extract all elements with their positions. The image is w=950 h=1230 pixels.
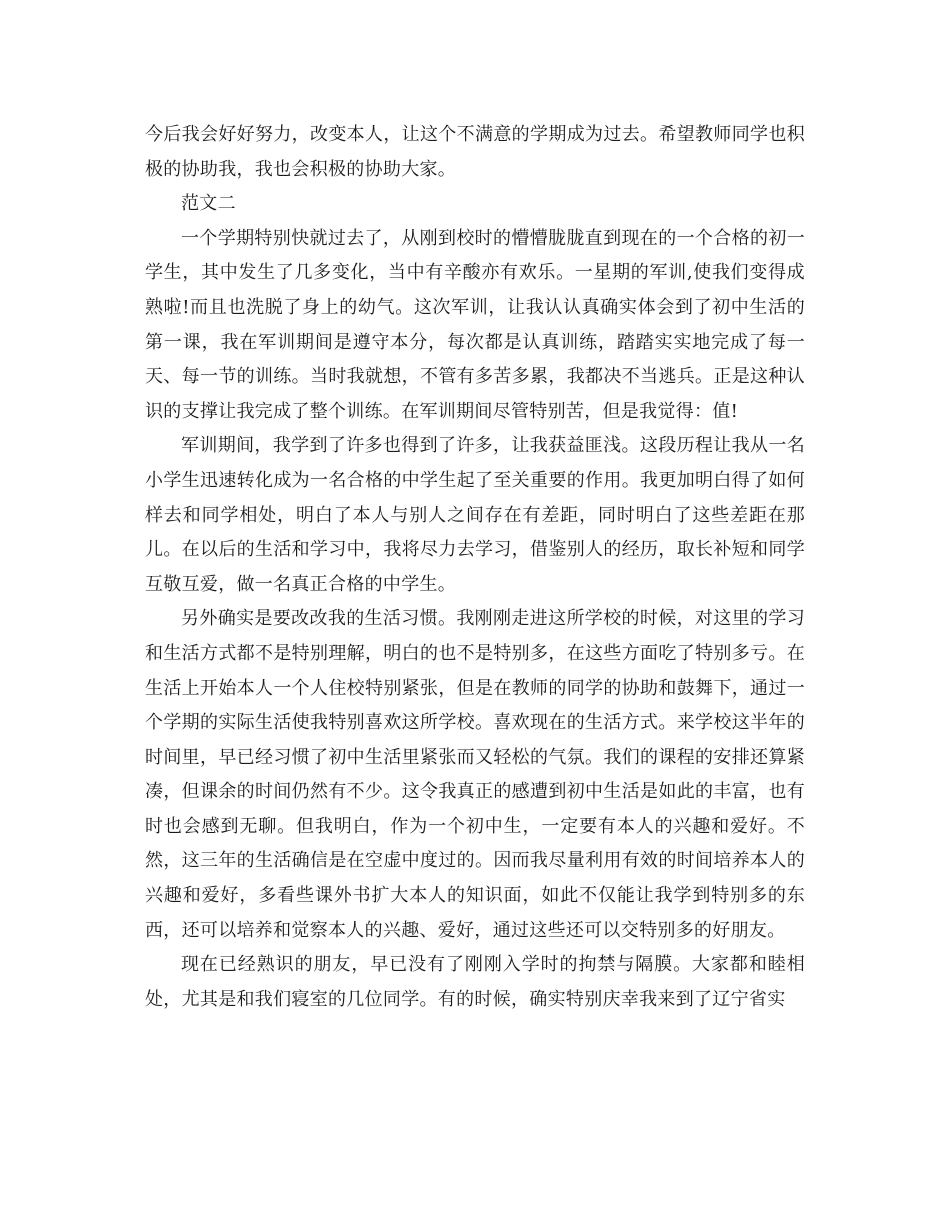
paragraph: 今后我会好好努力，改变本人，让这个不满意的学期成为过去。希望教师同学也积极的协助我，我也会积极的协助大家。 bbox=[145, 124, 805, 180]
section-heading: 范文二 bbox=[181, 193, 236, 215]
document-body bbox=[145, 118, 805, 1017]
paragraph: 军训期间，我学到了许多也得到了许多，让我获益匪浅。这段历程让我从一名小学生迅速转化成为一名合格的中学生起了至关重要的作用。我更加明白得了如何样去和同学相处，明白了本人与别人之间存在有差距，同时明白了这些差距在那儿。在以后的生活和学习中，我将尽力去学习，借鉴别人的经历，取长补短和同学互敬互爱，做一名真正合格的中学生。 bbox=[145, 435, 805, 595]
paragraph: 另外确实是要改改我的生活习惯。我刚刚走进这所学校的时候，对这里的学习和生活方式都不是特别理解，明白的也不是特别多，在这些方面吃了特别多亏。在生活上开始本人一个人住校特别紧张，但是在教师的同学的协助和鼓舞下，通过一个学期的实际生活使我特别喜欢这所学校。喜欢现在的生活方式。来学校这半年的时间里，早已经习惯了初中生活里紧张而又轻松的气氛。我们的课程的安排还算紧凑，但课余的时间仍然有不少。这令我真正的感遭到初中生活是如此的丰富，也有时也会感到无聊。但我明白，作为一个初中生，一定要有本人的兴趣和爱好。不然，这三年的生活确信是在空虚中度过的。因而我尽量利用有效的时间培养本人的兴趣和爱好，多看些课外书扩大本人的知识面，如此不仅能让我学到特别多的东西，还可以培养和觉察本人的兴趣、爱好，通过这些还可以交特别多的好朋友。 bbox=[145, 608, 805, 941]
paragraph: 现在已经熟识的朋友，早已没有了刚刚入学时的拘禁与隔膜。大家都和睦相处，尤其是和我们寝室的几位同学。有的时候，确实特别庆幸我来到了辽宁省实 bbox=[145, 954, 805, 1010]
paragraph: 一个学期特别快就过去了，从刚到校时的懵懵胧胧直到现在的一个合格的初一学生，其中发生了几多变化，当中有辛酸亦有欢乐。一星期的军训,使我们变得成熟啦!而且也洗脱了身上的幼气。这次军训，让我认认真确实体会到了初中生活的第一课，我在军训期间是遵守本分，每次都是认真训练，踏踏实实地完成了每一天、每一节的训练。当时我就想，不管有多苦多累，我都决不当逃兵。正是这种认识的支撑让我完成了整个训练。在军训期间尽管特别苦，但是我觉得：值! bbox=[145, 227, 805, 422]
